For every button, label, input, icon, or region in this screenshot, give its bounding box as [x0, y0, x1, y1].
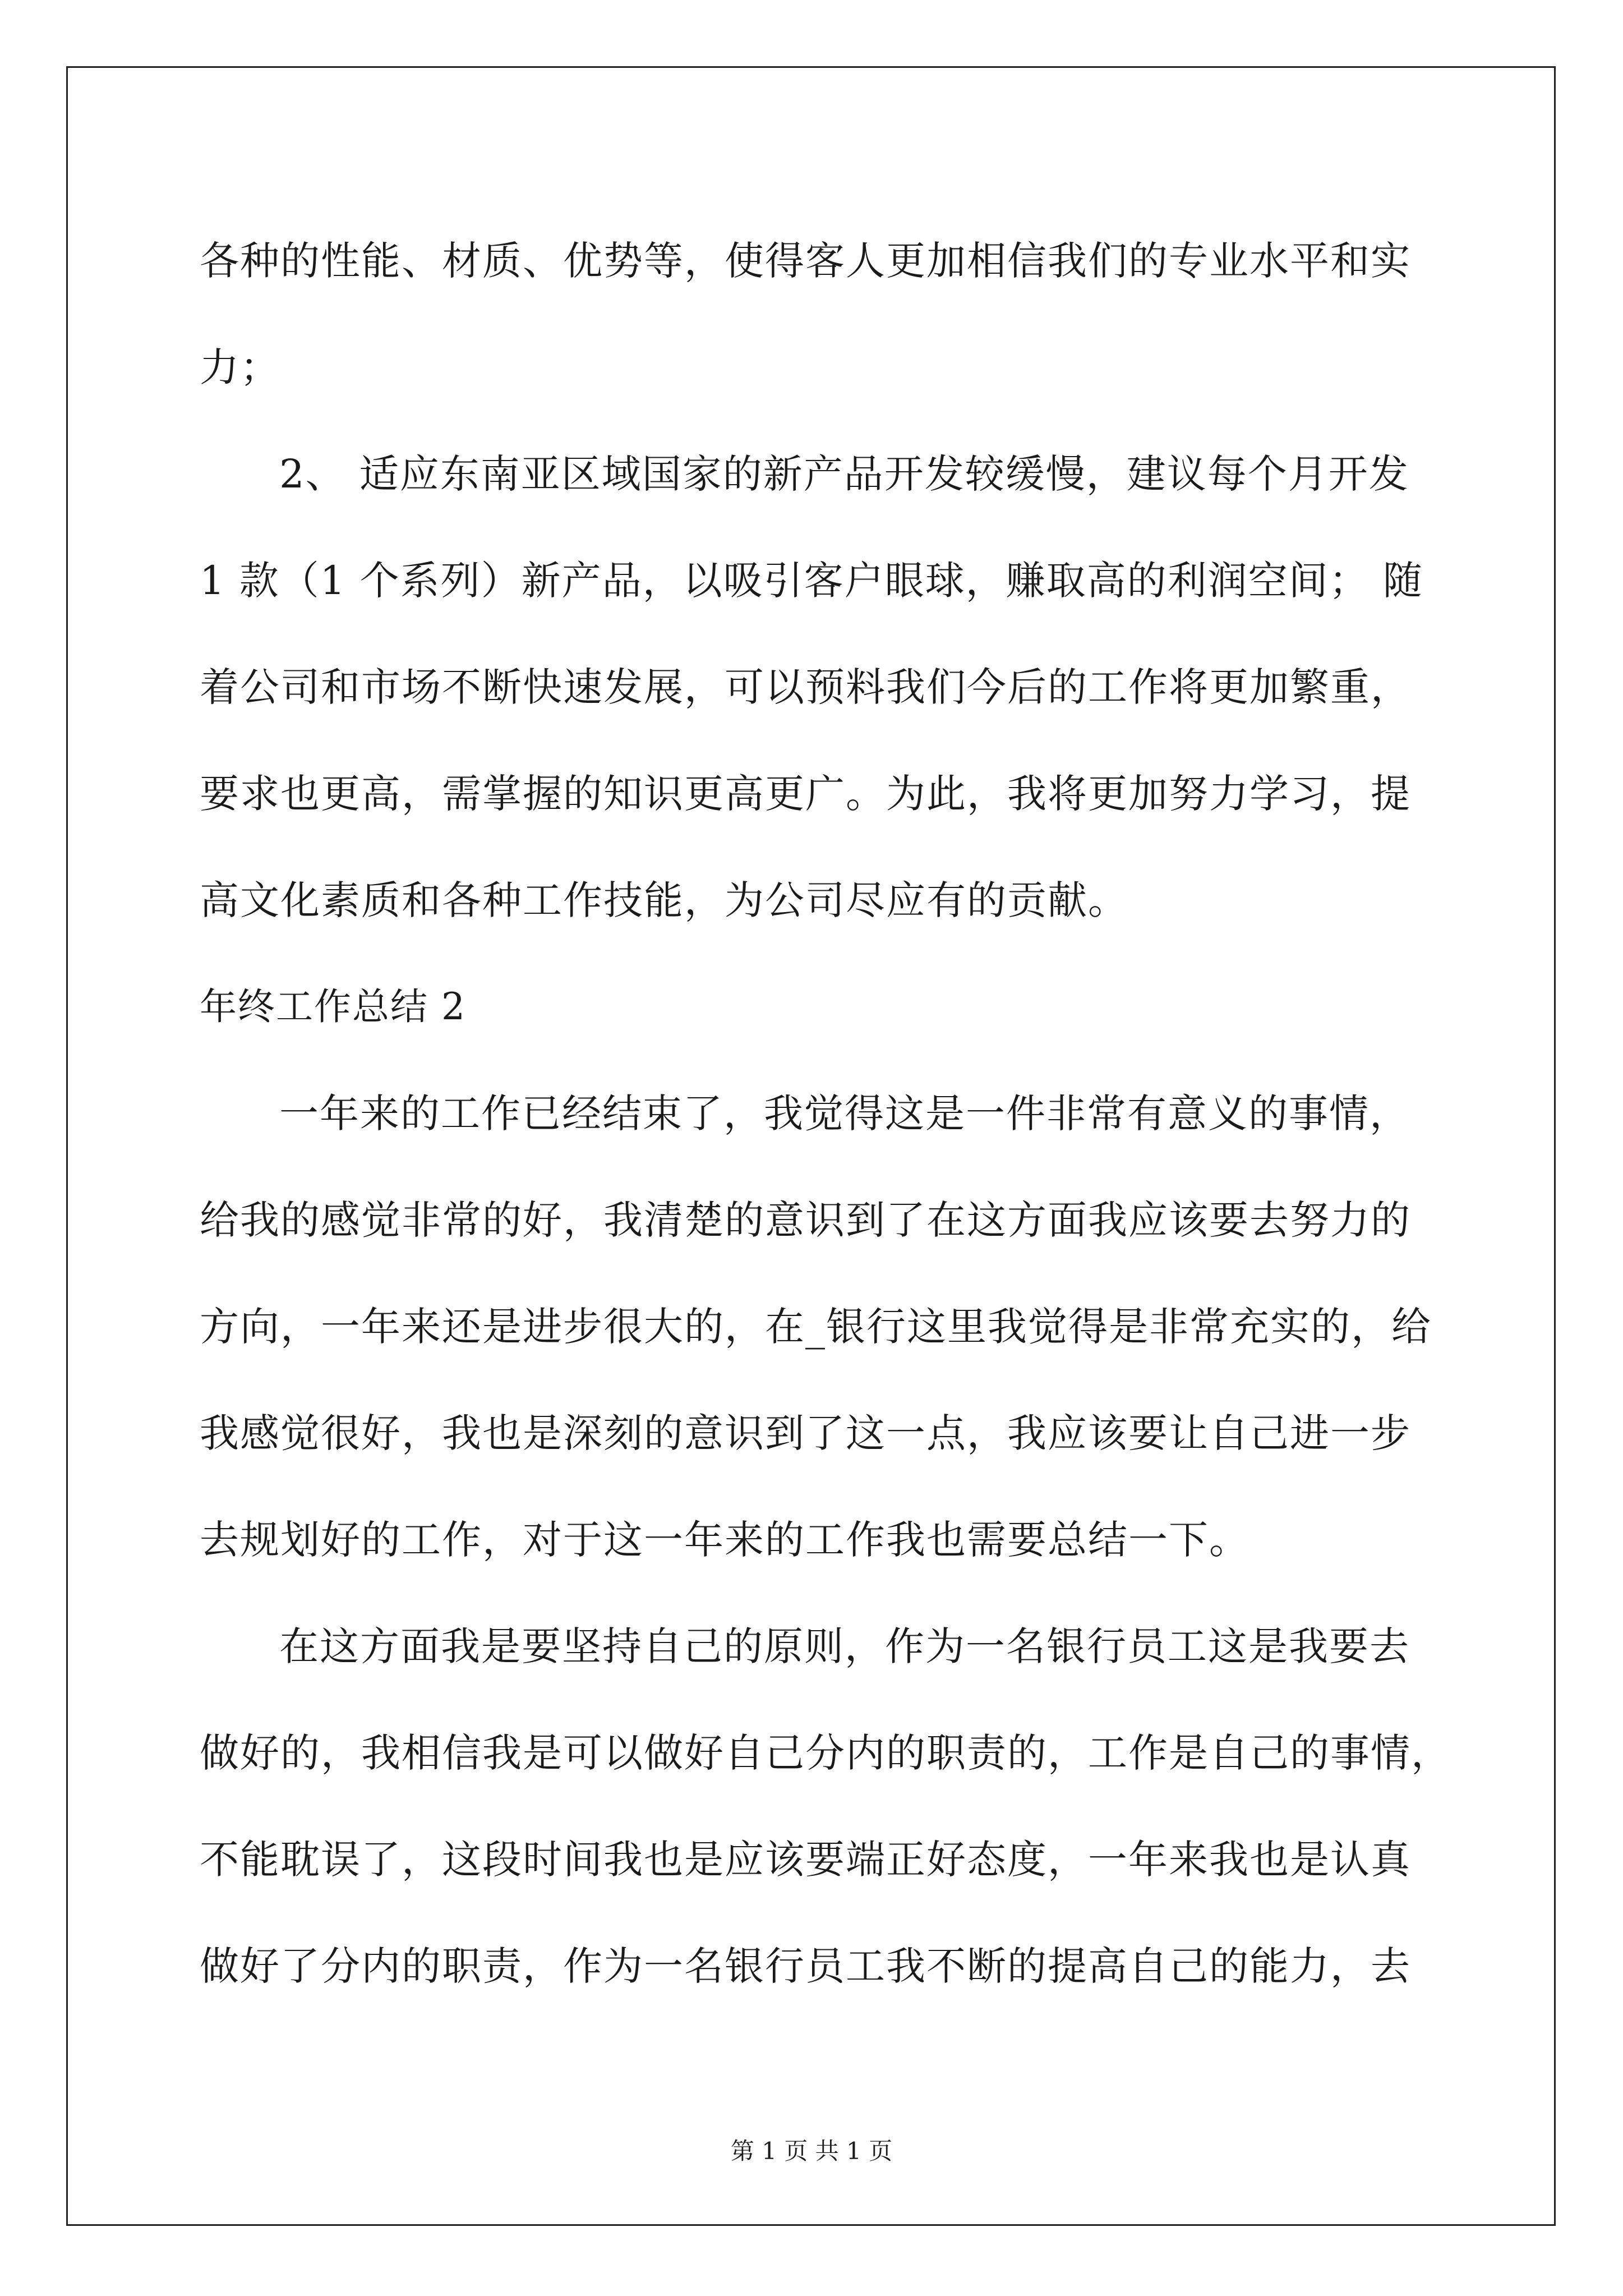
text-line: 给我的感觉非常的好，我清楚的意识到了在这方面我应该要去努力的	[200, 1197, 1411, 1243]
text-line: 做好了分内的职责，作为一名银行员工我不断的提高自己的能力，去	[200, 1943, 1411, 1989]
page-footer: 第 1 页 共 1 页	[730, 2137, 893, 2165]
text-line: 我感觉很好，我也是深刻的意识到了这一点，我应该要让自己进一步	[200, 1410, 1411, 1456]
text-line: 各种的性能、材质、优势等，使得客人更加相信我们的专业水平和实	[200, 238, 1411, 284]
text-line: 去规划好的工作，对于这一年来的工作我也需要总结一下。	[200, 1517, 1249, 1563]
paragraph-first-line: 2、 适应东南亚区域国家的新产品开发较缓慢，建议每个月开发	[279, 451, 1409, 497]
text-line: 1 款（1 个系列）新产品，以吸引客户眼球，赚取高的利润空间； 随	[200, 558, 1423, 604]
text-line: 做好的，我相信我是可以做好自己分内的职责的，工作是自己的事情，	[200, 1730, 1451, 1776]
paragraph-first-line: 在这方面我是要坚持自己的原则，作为一名银行员工这是我要去	[279, 1623, 1410, 1669]
text-line: 不能耽误了，这段时间我也是应该要端正好态度，一年来我也是认真	[200, 1837, 1411, 1883]
text-line: 方向，一年来还是进步很大的，在_银行这里我觉得是非常充实的，给	[200, 1304, 1432, 1350]
document-body	[200, 208, 1451, 2019]
text-line: 高文化素质和各种工作技能，为公司尽应有的贡献。	[200, 877, 1128, 923]
paragraph-first-line: 一年来的工作已经结束了，我觉得这是一件非常有意义的事情，	[279, 1091, 1410, 1137]
section-heading: 年终工作总结 2	[200, 985, 466, 1028]
text-line: 着公司和市场不断快速发展，可以预料我们今后的工作将更加繁重，	[200, 664, 1411, 710]
text-line: 力；	[200, 344, 280, 390]
text-line: 要求也更高，需掌握的知识更高更广。为此，我将更加努力学习，提	[200, 771, 1411, 817]
